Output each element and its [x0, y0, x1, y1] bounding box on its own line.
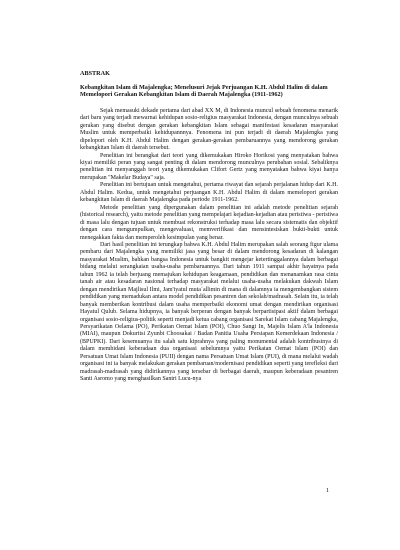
paragraph-theory: Penelitian ini berangkat dari teori yang dikemukakan Hiroko Horikosi yang menyatakan bahwa kiyai memiliki peran yang sangat penting di dalam mendorong munculnya perubahan sosial. Sebaliknya penelitian ini menyanggah teori yang dikemukakan Clifort Gertz yang menyatakan bahwa kiyai hanya merupakan "Makelar Budaya" saja.: [80, 152, 338, 181]
page-number: 1: [326, 487, 330, 494]
paragraph-objectives: Penelitian ini bertujuan untuk mengetahui, pertama riwayat dan sejarah perjalanan hidup dari K.H. Abdul Halim. Kedua, untuk mengetahui perjuangan K.H. Abdul Halim di dalam memelopori gerakan kebangkitan Islam di daerah Majalengka pada periode 1911-1962.: [80, 182, 338, 204]
paragraph-method: Metode penelitian yang dipergunakan dalam penelitian ini adalah metode penelitian sejarah (historical research), yaitu metode penelitian yang mempelajari kejadian-kejadian atau peristiwa - peristiwa di masa lalu dengan tujuan untuk membuat rekonstruksi terhadap masa lalu secara sistematis dan objektif dengan cara mengumpulkan, mengevaluasi, memverifikasi dan mensintesiskan bukti-bukti untuk menegakkan fakta dan memperoleh kesimpulan yang benar.: [80, 204, 338, 241]
paragraph-background: Sejak memasuki dekade pertama dari abad XX M, di Indonesia muncul sebuah fenomena menarik dari baru yang terjadi mewarnai kehidupan sosio-religius masyarakat Indonesia, dengan munculnya sebuah gerakan yang disebut dengan gerakan kebangkitan Islam sebagai manifestasi kesadaran masyarakat Muslim untuk memperbaiki kehidupannnya. Fenomena ini pun terjadi di daerah Majalengka yang dipelopori oleh K.H. Abdul Halim dengan gerakan-gerakan pembaruannya yang mendorong gerakan kebangkitan Islam di daerah tersebut.: [80, 107, 338, 152]
paragraph-findings: Dari hasil penelitian ini terungkap bahwa K.H. Abdul Halim merupakan salah seorang figur ulama pembaru dari Majalengka yang memiliki jasa yang besar di dalam mendorong kesadaran di kalangan masyarakat Muslim, bahkan bangsa Indonesia untuk bangkit mengejar ketertinggalannya dalam berbagai bidang melalui serangkaian usaha-usaha pembaruannya. Dari tahun 1911 sampai akhir hayatnya pada tahun 1962 ia telah berjuang memajukan kehidupan keagamaan, pendidikan dan menanamkan rasa cinta tanah air atau kesadaran nasional terhadap masyarakat melalui usaha-usaha melakukan dakwah Islam dengan mendirikan Majlisul Ilmi, Jam'iyatul mutaʿallimin di mana di dalamnya ia mengembangkan sistem pendidikan yang memadukan antara model pendidikan pesantren dan sekolah/madrasah. Selain itu, ia telah banyak memberikan kontribusi dalam usaha memperbaiki ekonomi umat dengan mendirikan organisasi Hayatul Qulub. Selama hidupnya, ia banyak berperan dengan banyak berpartisipasi aktif dalam berbagai organisasi sosio-religius-politik seperti menjadi ketua cabang organisasi Sarekat Islam cabang Majalengka, Persyarikatan Oelama (PO), Perikatan Oemat Islam (POI), Chuo Sangi In, Majelis Islam A'la Indonesia (MIAI), maupun Dokuritsi Zyunbi Choosakai / Badan Panitia Usaha Persiapan Kemerdekaan Indonesia / (BPUPKI). Dari kesemuanya itu salah satu kiprahnya yang paling monumental adalah kontribusinya di dalam membidani keberadaan dua organisasi sebelumnya yaitu Perikatan Oemat Islam (POI) dan Persatuan Umat Islam Indonesia (PUII) dengan nama Persatuan Umat Islam (PUI), di mana melalui wadah organisasi ini ia banyak melakukan gerakan pembaruan/modernisasi pendidikan seperti yang terefleksi dari madrasah-madrasah yang didirikannya yang tersebar di berbagai daerah, maupun keberadaan pesantren Santi Asromo yang menghasilkan Santri Lucu-nya: [80, 241, 338, 383]
thesis-title: Kebangkitan Islam di Majalengka; Menelusuri Jejak Perjuangan K.H. Abdul Halim di dalam Memelopori Gerakan Kebangkitan Islam di Daerah Majalengka (1911-1962): [80, 84, 328, 99]
abstract-section: [80, 70, 338, 384]
abstract-heading: ABSTRAK: [80, 70, 110, 77]
